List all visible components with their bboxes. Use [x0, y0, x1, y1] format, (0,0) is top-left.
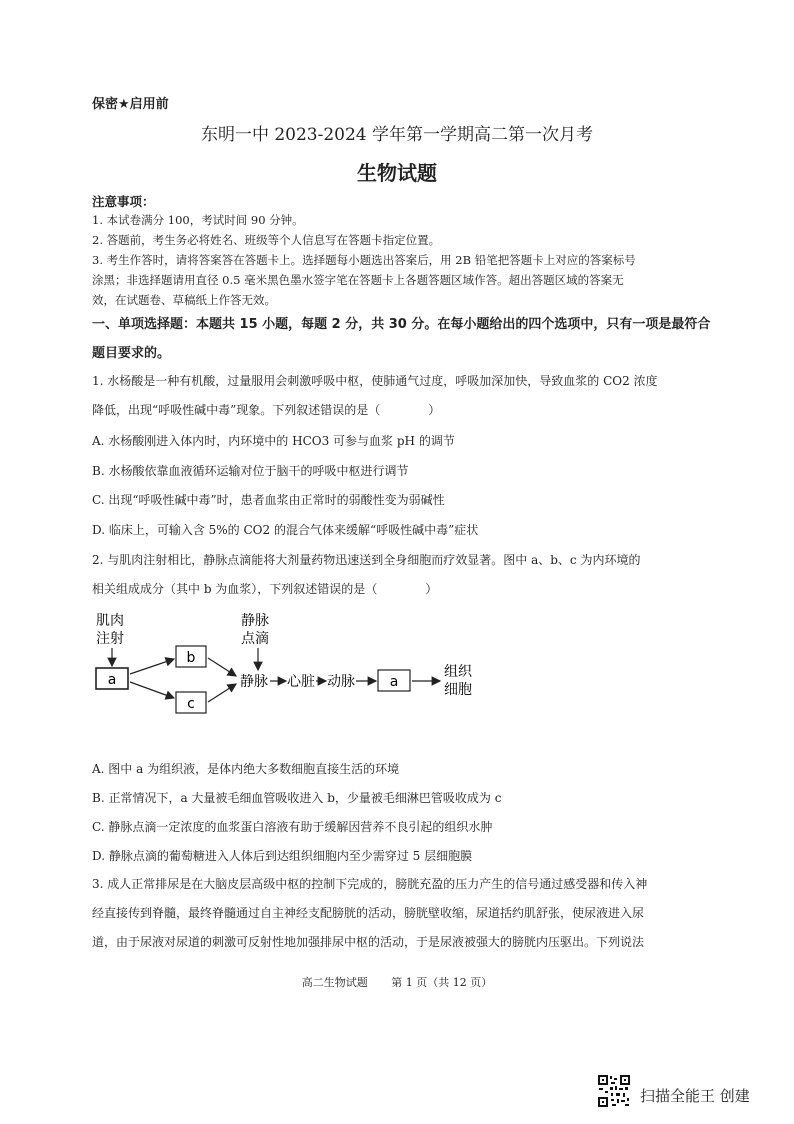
question-2-option-b: B. 正常情况下，a 大量被毛细血管吸收进入 b，少量被毛细淋巴管吸收成为 c — [92, 791, 502, 805]
arrow — [130, 659, 174, 674]
qr-code-icon — [597, 1074, 631, 1108]
tissue-cell-label: 细胞 — [444, 682, 472, 698]
question-2-option-c: C. 静脉点滴一定浓度的血浆蛋白溶液有助于缓解因营养不良引起的组织水肿 — [92, 820, 493, 834]
question-2-line: 2. 与肌肉注射相比，静脉点滴能将大剂量药物迅速送到全身细胞而疗效显著。图中 a、b、c 为内环境的 — [92, 553, 641, 567]
muscle-injection-label: 注射 — [96, 631, 124, 647]
section-heading — [92, 310, 712, 368]
arrow — [208, 684, 236, 702]
box-b-label: b — [186, 650, 196, 666]
exam-title: 东明一中 2023-2024 学年第一学期高二第一次月考 — [200, 125, 594, 145]
q2-flow-diagram — [90, 610, 490, 725]
notice-item: 效，在试题卷、草稿纸上作答无效。 — [92, 293, 276, 307]
arrow — [208, 658, 236, 676]
notice-item: 2. 答题前，考生务必将姓名、班级等个人信息写在答题卡指定位置。 — [92, 233, 441, 247]
question-2-option-d: D. 静脉点滴的葡萄糖进入人体后到达组织细胞内至少需穿过 5 层细胞膜 — [92, 849, 473, 863]
question-3-line: 道，由于尿液对尿道的刺激可反射性地加强排尿中枢的活动，于是尿液被强大的膀胱内压驱出。下列说法 — [92, 935, 645, 949]
section-heading-line: 一、单项选择题：本题共 15 小题，每题 2 分，共 30 分。在每小题给出的四个选项中，只有一项是最符合 — [92, 317, 711, 332]
notice-item: 1. 本试卷满分 100，考试时间 90 分钟。 — [92, 213, 304, 227]
question-1-option-a: A. 水杨酸刚进入体内时，内环境中的 HCO3 可参与血浆 pH 的调节 — [92, 434, 455, 448]
box-a-label: a — [107, 672, 117, 688]
footer-subject: 高二生物试题 — [301, 976, 368, 989]
footer-page-number: 第 1 页（共 12 页） — [391, 976, 493, 989]
notice-item: 3. 考生作答时，请将答案答在答题卡上。选择题每小题选出答案后，用 2B 铅笔把答题卡上对应的答案标号 — [92, 253, 636, 267]
notice-item: 涂黑；非选择题请用直径 0.5 毫米黑色墨水签字笔在答题卡上各题答题区域作答。超出答题区域的答案无 — [92, 273, 624, 287]
question-1-line: 1. 水杨酸是一种有机酸，过量服用会刺激呼吸中枢，使肺通气过度，呼吸加深加快，导致血浆的 CO2 浓度 — [92, 374, 658, 388]
tissue-cell-label: 组织 — [444, 664, 472, 680]
question-1-stem — [92, 367, 712, 425]
section-heading-line: 题目要求的。 — [92, 346, 171, 361]
question-3-stem — [92, 870, 712, 957]
exam-subtitle: 生物试题 — [357, 161, 437, 185]
page-footer — [0, 974, 794, 990]
question-1-option-b: B. 水杨酸依靠血液循环运输对位于脑干的呼吸中枢进行调节 — [92, 464, 409, 478]
question-2-line: 相关组成成分（其中 b 为血浆），下列叙述错误的是（ ） — [92, 582, 438, 596]
question-1-option-d: D. 临床上，可输入含 5%的 CO2 的混合气体来缓解“呼吸性碱中毒”症状 — [92, 523, 479, 537]
question-1-option-c: C. 出现“呼吸性碱中毒”时，患者血浆由正常时的弱酸性变为弱碱性 — [92, 493, 445, 507]
question-3-line: 3. 成人正常排尿是在大脑皮层高级中枢的控制下完成的，膀胱充盈的压力产生的信号通过感受器和传入神 — [92, 877, 648, 891]
arrow — [130, 682, 174, 698]
artery-label: 动脉 — [327, 674, 355, 690]
question-3-line: 经直接传到脊髓，最终脊髓通过自主神经支配膀胱的活动，膀胱壁收缩，尿道括约肌舒张，使尿液进入尿 — [92, 906, 645, 920]
box-a2-label: a — [389, 674, 399, 690]
scanner-brand-label: 扫描全能王 创建 — [640, 1087, 750, 1105]
question-1-line: 降低，出现“呼吸性碱中毒”现象。下列叙述错误的是（ ） — [92, 403, 441, 417]
question-2-option-a: A. 图中 a 为组织液，是体内绝大多数细胞直接生活的环境 — [92, 762, 400, 776]
heart-label: 心脏 — [287, 674, 315, 690]
notice-heading: 注意事项： — [92, 194, 155, 209]
iv-drip-label: 静脉 — [241, 613, 269, 629]
muscle-injection-label: 肌肉 — [96, 613, 124, 629]
confidential-label: 保密★启用前 — [92, 97, 169, 112]
vein-label: 静脉 — [240, 674, 268, 690]
iv-drip-label: 点滴 — [241, 631, 269, 647]
question-2-stem — [92, 546, 712, 604]
box-c-label: c — [187, 696, 195, 712]
